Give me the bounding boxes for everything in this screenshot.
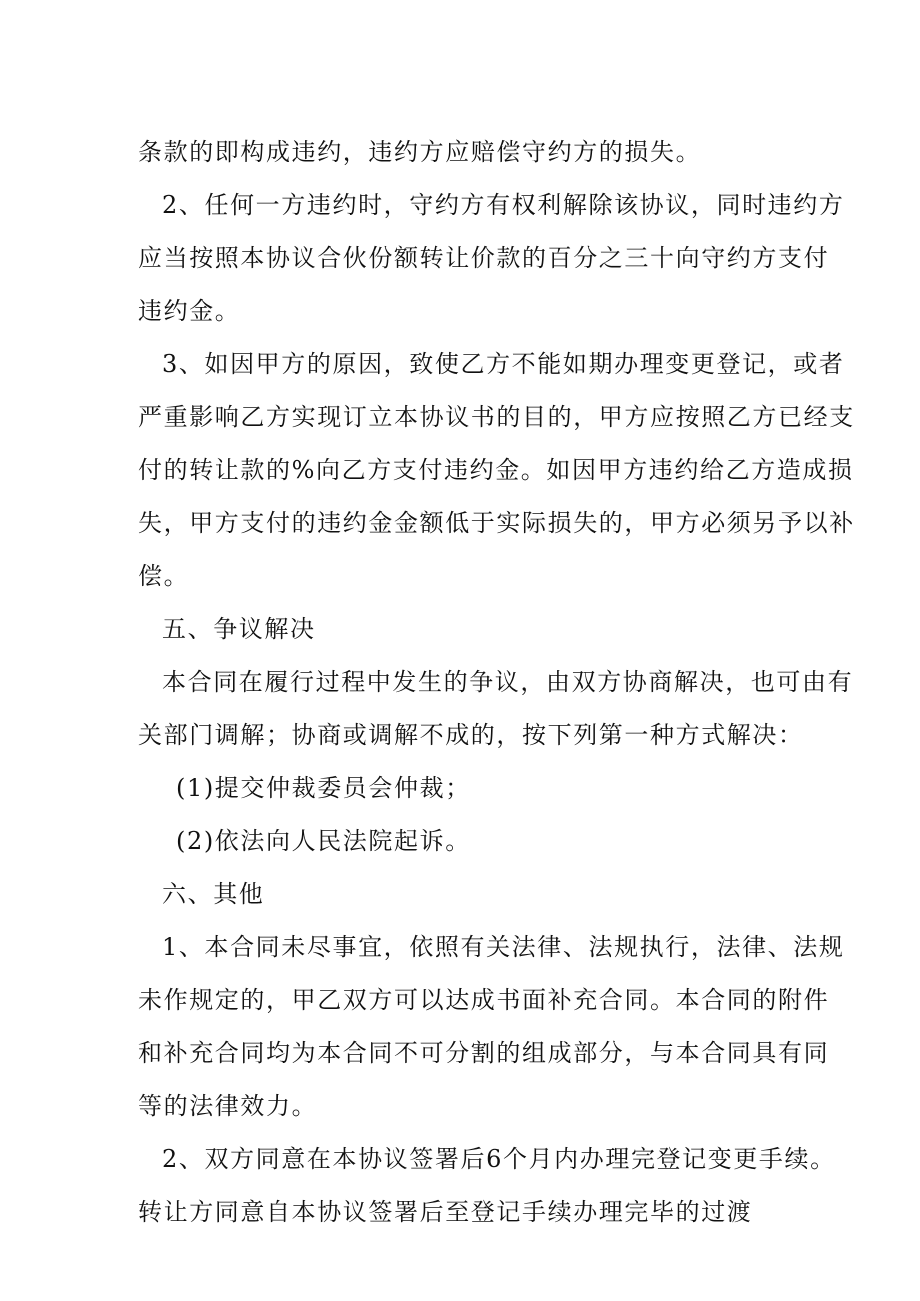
text-line: 严重影响乙方实现订立本协议书的目的，甲方应按照乙方已经支 (138, 403, 855, 431)
text-line: 付的转让款的%向乙方支付违约金。如因甲方违约给乙方造成损 (138, 456, 854, 484)
clause-2-line-1: 2、任何一方违约时，守约方有权利解除该协议，同时违约方 (162, 191, 845, 219)
dispute-paragraph-line-1: 本合同在履行过程中发生的争议，由双方协商解决，也可由有 (162, 668, 854, 696)
text-line: 违约金。 (138, 297, 241, 325)
text-line: 条款的即构成违约，违约方应赔偿守约方的损失。 (138, 138, 702, 166)
text-line: 应当按照本协议合伙份额转让价款的百分之三十向守约方支付 (138, 244, 830, 272)
other-clause-1-line-1: 1、本合同未尽事宜，依照有关法律、法规执行，法律、法规 (162, 933, 845, 961)
dispute-option-2: (2)依法向人民法院起诉。 (176, 827, 471, 855)
section-heading-dispute: 五、争议解决 (162, 615, 316, 643)
text-line: 和补充合同均为本合同不可分割的组成部分，与本合同具有同 (138, 1039, 830, 1067)
dispute-option-1: (1)提交仲裁委员会仲裁； (176, 774, 471, 802)
text-line: 失，甲方支付的违约金金额低于实际损失的，甲方必须另予以补 (138, 509, 855, 537)
text-line: 转让方同意自本协议签署后至登记手续办理完毕的过渡 (138, 1198, 753, 1226)
section-heading-other: 六、其他 (162, 880, 265, 908)
text-line: 关部门调解；协商或调解不成的，按下列第一种方式解决： (138, 721, 804, 749)
text-line: 未作规定的，甲乙双方可以达成书面补充合同。本合同的附件 (138, 986, 830, 1014)
clause-3-line-1: 3、如因甲方的原因，致使乙方不能如期办理变更登记，或者 (162, 350, 845, 378)
other-clause-2-line-1: 2、双方同意在本协议签署后6个月内办理完登记变更手续。 (162, 1145, 836, 1173)
text-line: 偿。 (138, 562, 190, 590)
text-line: 等的法律效力。 (138, 1092, 318, 1120)
